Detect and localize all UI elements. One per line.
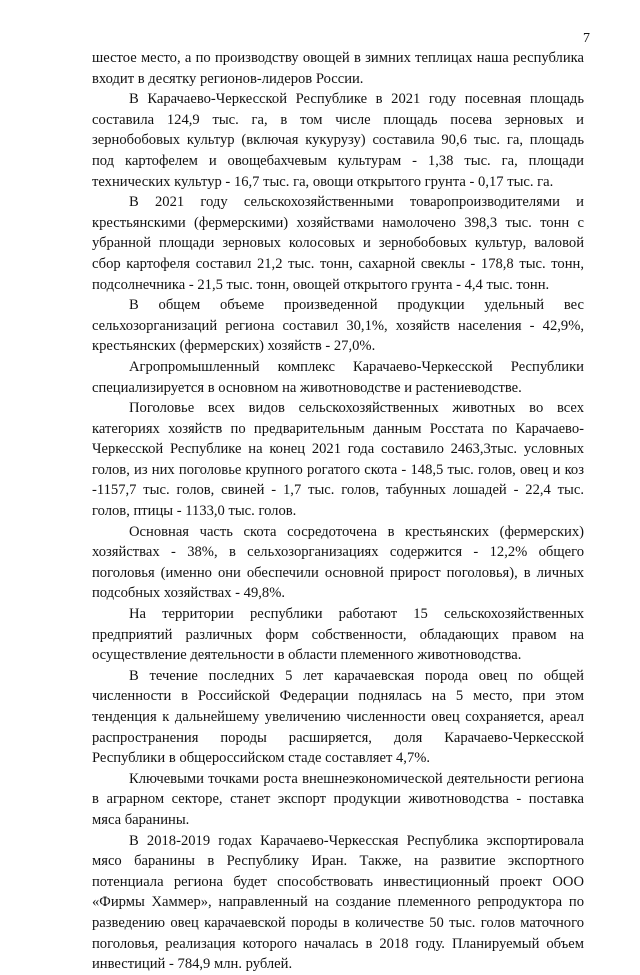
paragraph-growth-points: Ключевыми точками роста внешнеэкономической деятельности региона в аграрном секторе, станет экспорт продукции животноводства - поставка мяса баранины. bbox=[92, 770, 584, 828]
paragraph-continuation: шестое место, а по производству овощей в зимних теплицах наша республика входит в десятку регионов-лидеров России. bbox=[92, 50, 584, 87]
paragraph-sown-area: В Карачаево-Черкесской Республике в 2021 году посевная площадь составила 124,9 тыс. га, в том числе площадь посева зерновых и зернобобовых культур (включая кукурузу) составила 90,6 тыс. га, площадь под картофелем и овощебахчевым культурам - 1,38 тыс. га, площади технических культур - 16,7 тыс. га, овощи открытого грунта - 0,17 тыс. га. bbox=[92, 91, 584, 190]
paragraph-sheep-breed: В течение последних 5 лет карачаевская порода овец по общей численности в Российской Федерации поднялась на 5 место, при этом тенденция к дальнейшему увеличению численности овец сохраняется, ареал распространения породы расширяется, доля Карачаево-Черкесской Республики в общероссийском стаде составляет 4,7%. bbox=[92, 667, 584, 767]
paragraph-breeding-enterprises: На территории республики работают 15 сельскохозяйственных предприятий различных форм собственности, обладающих правом на осуществление деятельности в области племенного животноводства. bbox=[92, 606, 584, 664]
paragraph-export: В 2018-2019 годах Карачаево-Черкесская Республика экспортировала мясо баранины в Республику Иран. Также, на развитие экспортного потенциала региона будет способствовать инвестиционный проект ООО «Фирмы Хаммер», направленный на создание племенного репродуктора по разведению овец карачаевской породы в количестве 50 тыс. голов маточного поголовья, реализация которого началась в 2018 году. Планируемый объем инвестиций - 784,9 млн. рублей. bbox=[92, 832, 584, 973]
document-body bbox=[92, 48, 584, 975]
paragraph-agro-complex: Агропромышленный комплекс Карачаево-Черкесской Республики специализируется в основном на животноводстве и растениеводстве. bbox=[92, 358, 584, 396]
paragraph-livestock: Поголовье всех видов сельскохозяйственных животных во всех категориях хозяйств по предварительным данным Росстата по Карачаево-Черкесской Республике на конец 2021 года составило 2463,3тыс. условных голов, из них поголовье крупного рогатого скота - 148,5 тыс. голов, овец и коз -1157,7 тыс. голов, свиней - 1,7 тыс. голов, табунных лошадей - 22,4 тыс. голов, птицы - 1133,0 тыс. голов. bbox=[92, 400, 584, 520]
paragraph-harvest: В 2021 году сельскохозяйственными товаропроизводителями и крестьянскими (фермерскими) хозяйствами намолочено 398,3 тыс. тонн с убранной площади зерновых колосовых и зернобобовых культур, валовой сбор картофеля составил 21,2 тыс. тонн, сахарной свеклы - 178,8 тыс. тонн, подсолнечника - 21,5 тыс. тонн, овощей открытого грунта - 4,4 тыс. тонн. bbox=[92, 194, 584, 293]
paragraph-livestock-distribution: Основная часть скота сосредоточена в крестьянских (фермерских) хозяйствах - 38%, в сельхозорганизациях содержится - 12,2% общего поголовья (именно они обеспечили основной прирост поголовья), в личных подсобных хозяйствах - 49,8%. bbox=[92, 523, 584, 602]
page-number: 7 bbox=[583, 31, 590, 46]
paragraph-production-share: В общем объеме произведенной продукции удельный вес сельхозорганизаций региона составил 30,1%, хозяйств населения - 42,9%, крестьянских (фермерских) хозяйств - 27,0%. bbox=[92, 297, 584, 355]
